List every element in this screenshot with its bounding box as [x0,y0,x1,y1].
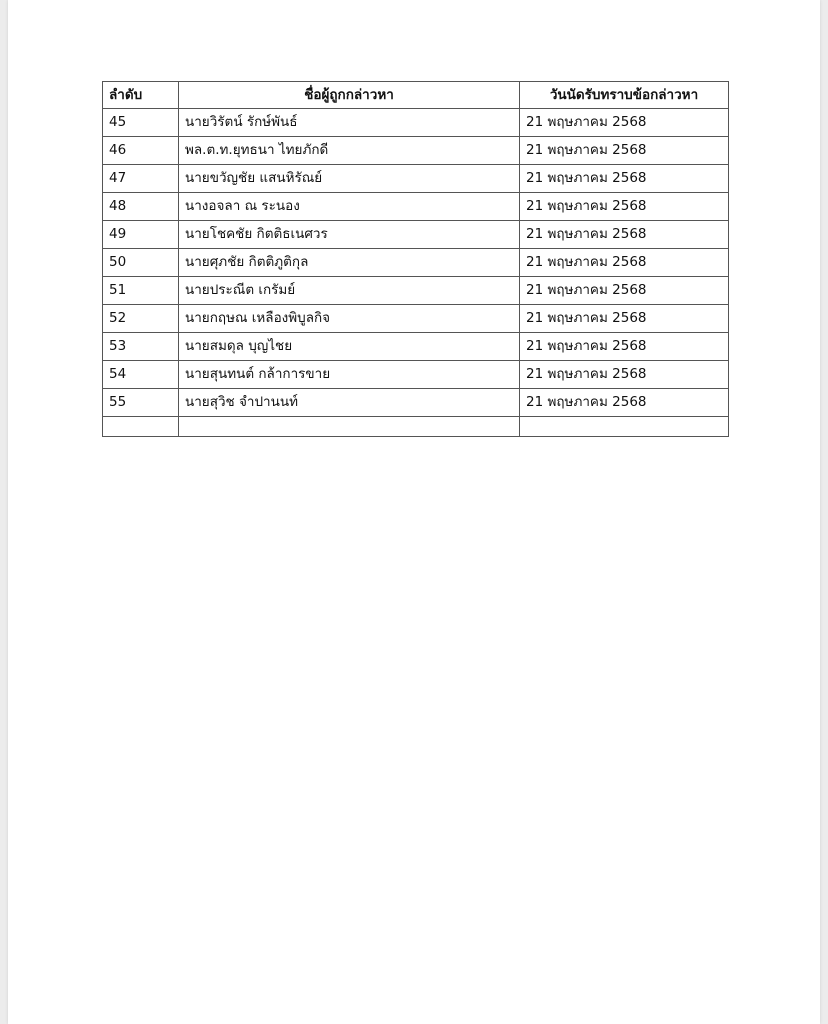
row-date: 21 พฤษภาคม 2568 [520,165,729,193]
row-number [103,417,179,437]
row-name [179,417,520,437]
row-number: 48 [103,193,179,221]
row-name: นายวิรัตน์ รักษ์พันธ์ [179,109,520,137]
row-name: นางอจลา ณ ระนอง [179,193,520,221]
row-name: นายสุวิช จำปานนท์ [179,389,520,417]
row-date: 21 พฤษภาคม 2568 [520,305,729,333]
table-row [103,333,729,361]
row-name: นายศุภชัย กิตติภูติกุล [179,249,520,277]
row-number: 50 [103,249,179,277]
table-row [103,165,729,193]
row-name: พล.ต.ท.ยุทธนา ไทยภักดี [179,137,520,165]
table-row-empty [103,417,729,437]
row-name: นายโชคชัย กิตติธเนศวร [179,221,520,249]
row-date: 21 พฤษภาคม 2568 [520,109,729,137]
row-name: นายประณีต เกรัมย์ [179,277,520,305]
table-row [103,221,729,249]
header-order: ลำดับ [103,82,179,109]
row-date: 21 พฤษภาคม 2568 [520,277,729,305]
row-date: 21 พฤษภาคม 2568 [520,389,729,417]
table-header-row [103,82,729,109]
table-row [103,137,729,165]
row-name: นายกฤษณ เหลืองพิบูลกิจ [179,305,520,333]
row-date: 21 พฤษภาคม 2568 [520,137,729,165]
table-row [103,305,729,333]
row-number: 46 [103,137,179,165]
row-name: นายสุนทนต์ กล้าการขาย [179,361,520,389]
row-number: 55 [103,389,179,417]
row-number: 47 [103,165,179,193]
table-row [103,277,729,305]
table-row [103,109,729,137]
header-appointment-date: วันนัดรับทราบข้อกล่าวหา [520,82,729,109]
table-row [103,389,729,417]
row-number: 54 [103,361,179,389]
row-date [520,417,729,437]
row-date: 21 พฤษภาคม 2568 [520,333,729,361]
row-date: 21 พฤษภาคม 2568 [520,193,729,221]
table-row [103,361,729,389]
row-number: 53 [103,333,179,361]
document-page [8,0,820,1024]
row-date: 21 พฤษภาคม 2568 [520,221,729,249]
table-row [103,249,729,277]
row-number: 52 [103,305,179,333]
header-accused-name: ชื่อผู้ถูกกล่าวหา [179,82,520,109]
row-date: 21 พฤษภาคม 2568 [520,249,729,277]
row-number: 51 [103,277,179,305]
row-date: 21 พฤษภาคม 2568 [520,361,729,389]
row-name: นายสมดุล บุญไชย [179,333,520,361]
accused-list-table [102,81,729,437]
table-row [103,193,729,221]
row-name: นายขวัญชัย แสนหิรัณย์ [179,165,520,193]
row-number: 45 [103,109,179,137]
row-number: 49 [103,221,179,249]
